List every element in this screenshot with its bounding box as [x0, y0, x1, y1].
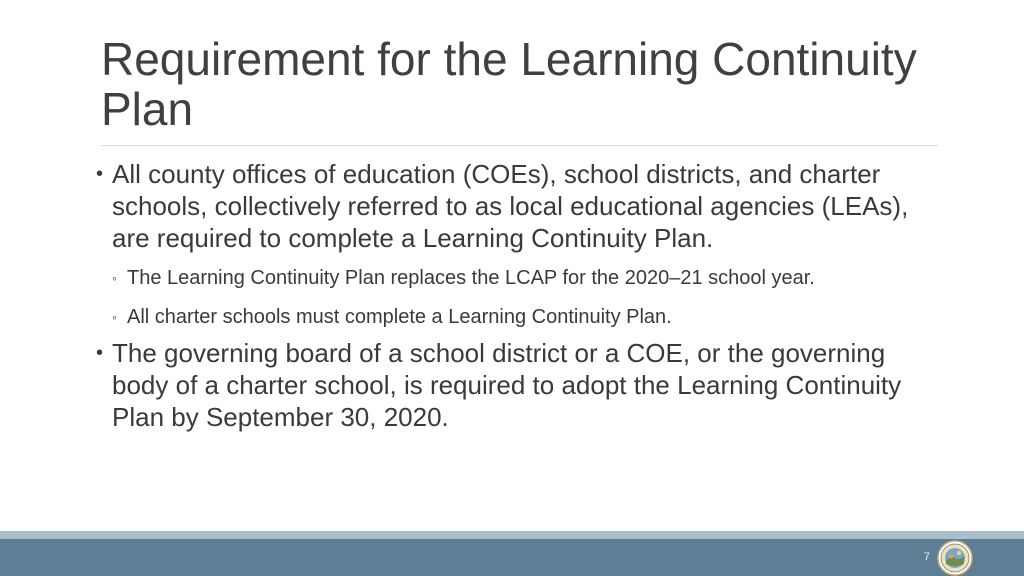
bullet-marker: • — [96, 163, 104, 185]
bullet-text: All county offices of education (COEs), school districts, and charter schools, collectively referred to as local educational agencies (LEAs), are required to complete a Learning Continuity Plan. — [112, 159, 909, 253]
sub-bullet-marker: ◦ — [112, 309, 117, 325]
slide-content — [96, 158, 916, 433]
sub-bullet-marker: ◦ — [112, 270, 117, 286]
page-number: 7 — [923, 551, 930, 563]
bullet-item — [96, 337, 916, 433]
state-seal-icon — [937, 540, 973, 576]
bullet-text: The governing board of a school district or a COE, or the governing body of a charter school, is required to adopt the Learning Continuity Plan by September 30, 2020. — [112, 338, 902, 432]
sub-bullet-item — [112, 305, 916, 329]
footer-band — [0, 539, 1024, 576]
footer-stripe — [0, 531, 1024, 539]
title-divider — [101, 145, 938, 146]
sub-bullet-text: The Learning Continuity Plan replaces the LCAP for the 2020–21 school year. — [127, 267, 815, 289]
bullet-marker: • — [96, 342, 104, 364]
bullet-item — [96, 158, 916, 254]
slide-title: Requirement for the Learning Continuity Plan — [101, 33, 917, 135]
sub-bullet-text: All charter schools must complete a Learning Continuity Plan. — [127, 306, 672, 328]
sub-bullet-item — [112, 266, 916, 290]
